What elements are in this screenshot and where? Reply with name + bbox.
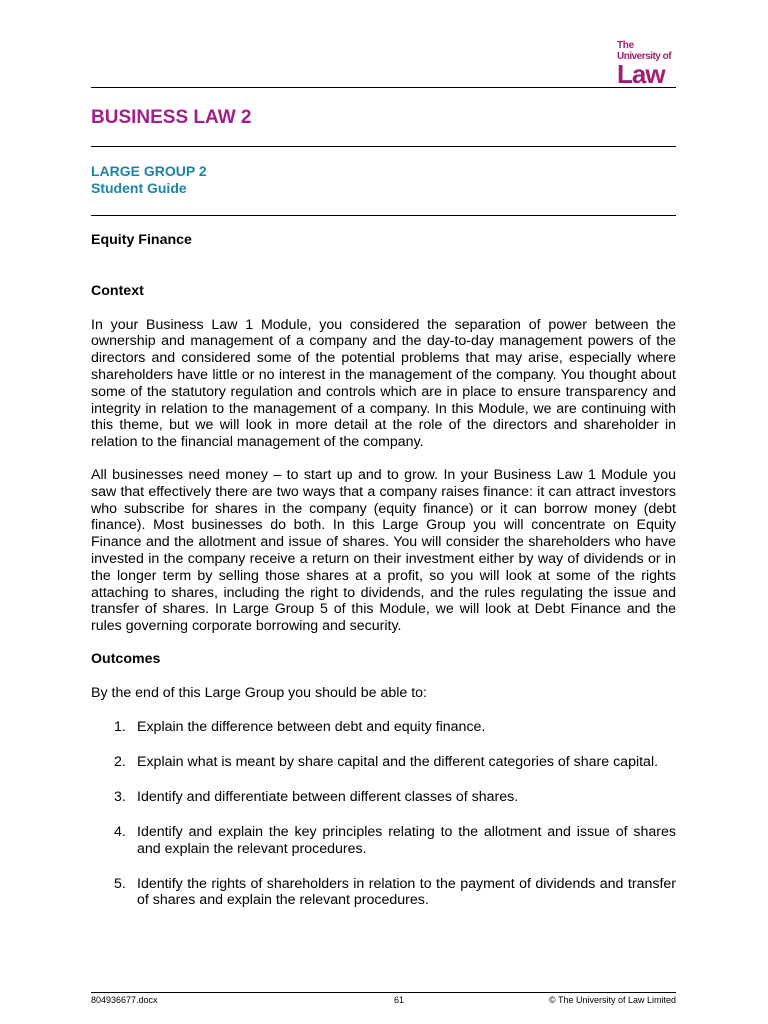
logo-text-university: University of (617, 51, 672, 62)
page-title: BUSINESS LAW 2 (91, 107, 252, 128)
outcomes-list (91, 719, 676, 910)
header-rule-top (91, 87, 676, 88)
header-rule-middle (91, 146, 676, 147)
list-item (91, 754, 676, 771)
student-guide-label: Student Guide (91, 180, 187, 196)
list-item-text: Identify the rights of shareholders in relation to the payment of dividends and transfer of shares and explain the relevant procedures. (137, 875, 676, 909)
outcomes-intro: By the end of this Large Group you should be able to: (91, 684, 427, 701)
list-item (91, 824, 676, 858)
list-item (91, 719, 676, 736)
context-paragraph-1: In your Business Law 1 Module, you considered the separation of power between the ownership and management of a company and the day-to-day management powers of the directors and considered some of the potential problems that may arise, especially where shareholders have little or no interest in the management of the company. You thought about some of the statutory regulation and controls which are in place to ensure transparency and integrity in relation to the management of a company. In this Module, we are continuing with this theme, but we will look in more detail at the role of the directors and shareholder in relation to the financial management of the company. (91, 316, 676, 451)
subtitle-block (91, 163, 207, 197)
list-item-number: 2. (114, 754, 126, 771)
outcomes-heading: Outcomes (91, 650, 161, 667)
footer-rule (91, 992, 676, 993)
list-item-number: 5. (114, 875, 126, 892)
list-item-text: Explain the difference between debt and equity finance. (137, 718, 486, 735)
university-logo (617, 40, 677, 89)
list-item-text: Identify and explain the key principles relating to the allotment and issue of shares and explain the relevant procedures. (137, 823, 676, 857)
footer-filename: 804936677.docx (91, 995, 158, 1005)
list-item-number: 3. (114, 789, 126, 806)
header-rule-bottom (91, 215, 676, 216)
document-body (91, 232, 676, 909)
list-item-text: Identify and differentiate between different classes of shares. (137, 789, 519, 806)
logo-text-law: Law (617, 59, 665, 89)
context-paragraph-2: All businesses need money – to start up and to grow. In your Business Law 1 Module you saw that effectively there are two ways that a company raises finance: it can attract investors who subscribe for shares in the company (equity finance) or it can borrow money (debt finance). Most businesses do both. In this Large Group you will concentrate on Equity Finance and the allotment and issue of shares. You will consider the shareholders who have invested in the company receive a return on their investment either by way of dividends or in the longer term by selling those shares at a profit, so you will look at some of the rights attaching to shares, including the right to dividends, and the rules regulating the issue and transfer of shares. In Large Group 5 of this Module, we will look at Debt Finance and the rules governing corporate borrowing and security. (91, 466, 676, 635)
footer-page-number: 61 (394, 995, 405, 1005)
list-item-text: Explain what is meant by share capital and the different categories of share capital. (137, 754, 659, 771)
list-item (91, 876, 676, 910)
list-item-number: 4. (114, 823, 126, 840)
list-item-number: 1. (114, 718, 126, 735)
list-item (91, 789, 676, 806)
context-heading: Context (91, 282, 144, 299)
topic-heading: Equity Finance (91, 232, 192, 248)
large-group-label: LARGE GROUP 2 (91, 163, 207, 179)
logo-text-the: The (617, 40, 634, 51)
footer-copyright: © The University of Law Limited (548, 995, 676, 1005)
